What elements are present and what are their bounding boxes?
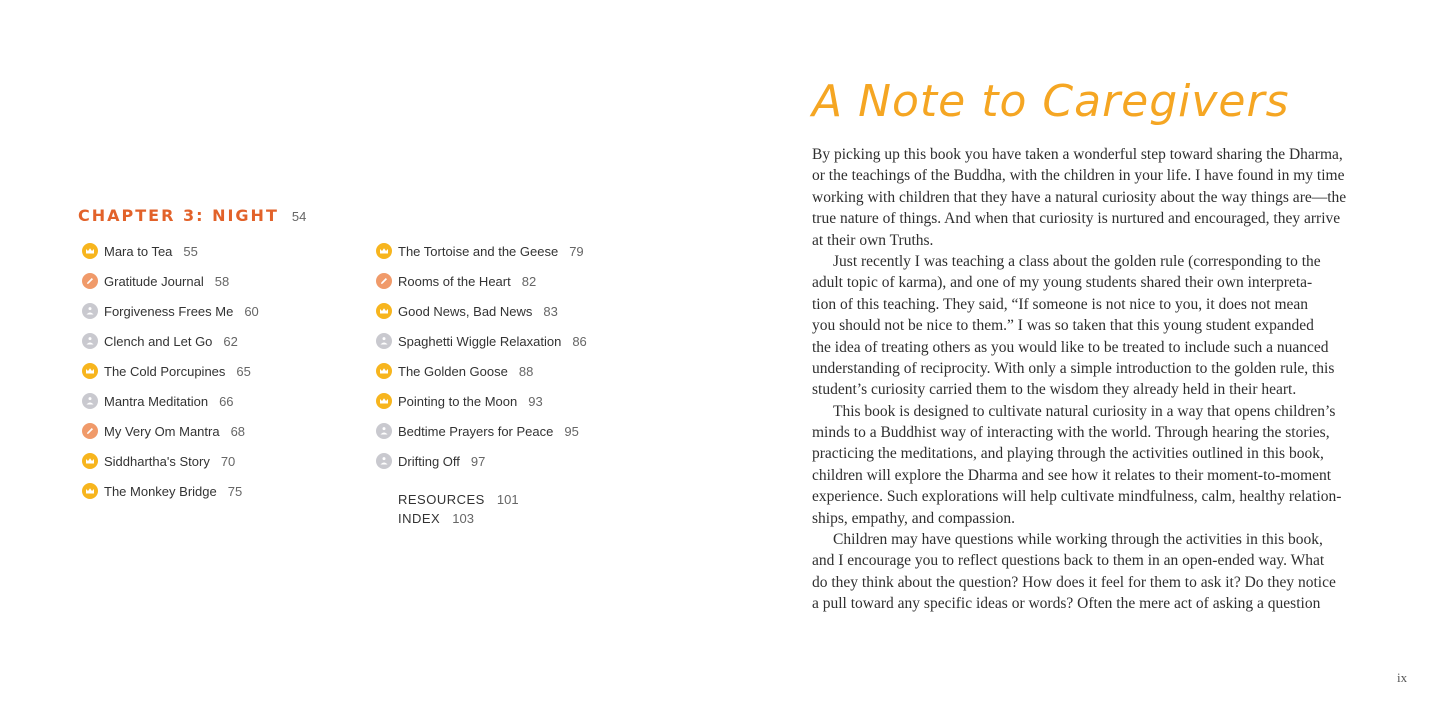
toc-item-label: Forgiveness Frees Me	[104, 303, 234, 319]
toc-item[interactable]	[372, 416, 587, 446]
toc-item[interactable]	[78, 356, 259, 386]
toc-item[interactable]	[78, 296, 259, 326]
toc-item-page: 75	[227, 483, 243, 499]
toc-item[interactable]	[372, 266, 587, 296]
toc-item-label: Good News, Bad News	[398, 303, 533, 319]
toc-item-label: My Very Om Mantra	[104, 423, 220, 439]
toc-item-page: 93	[528, 393, 543, 409]
page-number: ix	[1397, 670, 1408, 685]
body-text-line: ships, empathy, and compassion.	[812, 509, 1016, 527]
toc-item-label: RESOURCES	[398, 492, 485, 507]
toc-item[interactable]	[78, 446, 259, 476]
toc-item[interactable]	[372, 296, 587, 326]
crown-icon	[82, 363, 98, 379]
body-text-line: you should not be nice to them.” I was so taken that this young student expanded	[812, 317, 1314, 335]
toc-item[interactable]	[372, 326, 587, 356]
toc-item-page: 101	[496, 492, 519, 507]
crown-icon	[82, 243, 98, 259]
toc-item-page: 79	[569, 243, 584, 259]
toc-item-label: Bedtime Prayers for Peace	[398, 423, 554, 439]
body-text-line: and I encourage you to reflect questions back to them in an open-ended way. What	[812, 552, 1325, 570]
toc-item-page: 62	[223, 333, 238, 349]
pencil-icon	[82, 273, 98, 289]
pencil-icon	[376, 273, 392, 289]
pencil-icon	[82, 423, 98, 439]
toc-item-page: 68	[230, 423, 246, 439]
body-text-line: By picking up this book you have taken a wonderful step toward sharing the Dharma,	[812, 146, 1343, 163]
meditation-icon	[376, 333, 392, 349]
meditation-icon	[376, 423, 392, 439]
toc-item-label: Drifting Off	[398, 453, 460, 469]
body-text-line: This book is designed to cultivate natural curiosity in a way that opens children’s	[833, 402, 1336, 420]
toc-item[interactable]	[78, 236, 259, 266]
toc-item[interactable]	[78, 266, 259, 296]
toc-item[interactable]	[78, 326, 259, 356]
toc-item-page: 95	[564, 423, 579, 439]
chapter-title: CHAPTER 3: NIGHT	[78, 206, 279, 225]
chapter-heading	[78, 206, 306, 225]
crown-icon	[82, 453, 98, 469]
toc-item[interactable]	[78, 386, 259, 416]
toc-item-label: Mara to Tea	[104, 243, 173, 259]
toc-item-label: Clench and Let Go	[104, 333, 213, 349]
toc-item-label: Spaghetti Wiggle Relaxation	[398, 333, 562, 349]
crown-icon	[376, 243, 392, 259]
toc-item[interactable]	[372, 356, 587, 386]
body-text-line: at their own Truths.	[812, 231, 934, 249]
body-text-line: understanding of reciprocity. With only a simple introduction to the golden rule, this	[812, 359, 1335, 377]
body-text-line: adult topic of karma), and one of my young students shared their own interpreta-	[812, 274, 1313, 292]
body-text-line: a pull toward any specific ideas or words? Often the mere act of asking a question	[812, 595, 1321, 613]
toc-back-matter	[398, 490, 519, 528]
toc-item-page: 82	[521, 273, 537, 289]
body-text-line: or the teachings of the Buddha, with the children in your life. I have found in my time	[812, 167, 1345, 185]
toc-item-page: 103	[452, 511, 474, 526]
crown-icon	[376, 393, 392, 409]
body-text-line: working with children that they have a natural curiosity about the way things are—the	[812, 188, 1347, 206]
toc-item-label: INDEX	[398, 511, 441, 526]
toc-item[interactable]	[78, 476, 259, 506]
toc-item-label: The Cold Porcupines	[104, 363, 226, 379]
toc-item-label: The Monkey Bridge	[104, 483, 217, 499]
body-text-line: tion of this teaching. They said, “If someone is not nice to you, it does not mean	[812, 295, 1309, 313]
body-text-line: do they think about the question? How does it feel for them to ask it? Do they notice	[812, 573, 1336, 591]
body-text-line: minds to a Buddhist way of interacting with the world. Through hearing the stories,	[812, 424, 1330, 442]
note-body	[812, 144, 1364, 615]
toc-item-page: 70	[220, 453, 236, 469]
body-text-line: true nature of things. And when that curiosity is nurtured and encouraged, they arrive	[812, 210, 1341, 228]
body-text-line: experience. Such explorations will help cultivate mindfulness, calm, healthy relation-	[812, 488, 1342, 506]
meditation-icon	[82, 333, 98, 349]
toc-item-page: 86	[572, 333, 587, 349]
body-text-line: student’s curiosity carried them to the wisdom they already held in their heart.	[812, 381, 1297, 399]
toc-item-page: 83	[543, 303, 558, 319]
toc-item-label: Pointing to the Moon	[398, 393, 518, 409]
body-text-line: Children may have questions while working through the activities in this book,	[833, 531, 1323, 549]
crown-icon	[82, 483, 98, 499]
body-text-line: children will explore the Dharma and see how it relates to their moment-to-moment	[812, 466, 1332, 484]
toc-item[interactable]	[372, 236, 587, 266]
toc-item-label: The Golden Goose	[398, 363, 508, 379]
toc-item-page: 55	[183, 243, 198, 259]
toc-item-resources[interactable]	[398, 490, 519, 509]
meditation-icon	[82, 393, 98, 409]
chapter-page-number: 54	[291, 209, 307, 224]
toc-item-label: Gratitude Journal	[104, 273, 204, 289]
toc-item-label: Rooms of the Heart	[398, 273, 511, 289]
toc-item-page: 65	[236, 363, 251, 379]
toc-item-label: Siddhartha's Story	[104, 453, 210, 469]
body-text-line: practicing the meditations, and playing through the activities outlined in this book,	[812, 445, 1324, 463]
toc-item[interactable]	[372, 446, 587, 476]
toc-item-index[interactable]	[398, 509, 519, 528]
meditation-icon	[376, 453, 392, 469]
toc-item-page: 60	[244, 303, 259, 319]
toc-item-page: 58	[214, 273, 230, 289]
toc-item-page: 97	[470, 453, 486, 469]
crown-icon	[376, 363, 392, 379]
body-text-line: the idea of treating others as you would like to be treated to include such a nuanced	[812, 338, 1329, 356]
body-text-line: Just recently I was teaching a class about the golden rule (corresponding to the	[833, 252, 1321, 270]
toc-item[interactable]	[78, 416, 259, 446]
toc-item-page: 66	[219, 393, 234, 409]
crown-icon	[376, 303, 392, 319]
toc-item-label: The Tortoise and the Geese	[398, 243, 559, 259]
meditation-icon	[82, 303, 98, 319]
toc-item-label: Mantra Meditation	[104, 393, 209, 409]
toc-item-page: 88	[518, 363, 534, 379]
toc-item[interactable]	[372, 386, 587, 416]
toc-left-column	[78, 236, 259, 506]
note-title: A Note to Caregivers	[812, 76, 1290, 127]
toc-right-column	[372, 236, 587, 476]
